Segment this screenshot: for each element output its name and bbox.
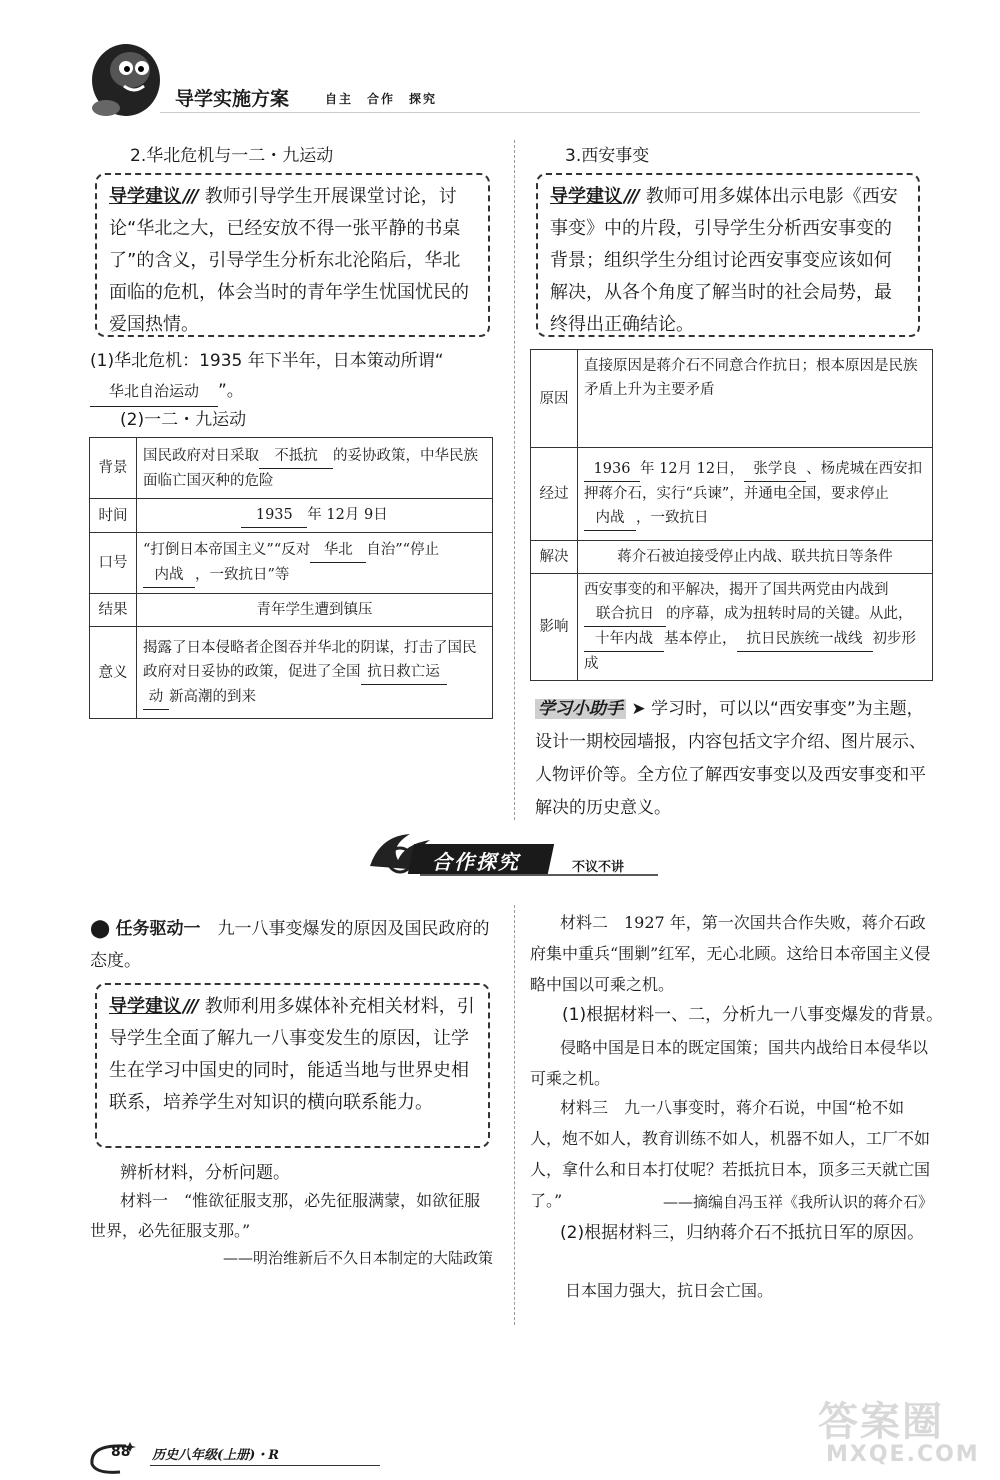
question-reason: (2)根据材料三，归纳蒋介石不抵抗日军的原因。 (560, 1223, 925, 1243)
material-three-source: ——摘编自冯玉祥《我所认识的蒋介石》 (662, 1193, 933, 1211)
q1-prefix: (1)华北危机：1935 年下半年，日本策动所谓“ (90, 351, 444, 371)
guide-advice-box (536, 173, 920, 337)
process-cell: 1936 年 12月 12日， 张学良 、杨虎城在西安扣押蒋介石，实行“兵谏”，并通电全国，要求停止内战 ，一致抗日 (578, 448, 933, 541)
page-number: 88 (111, 1444, 131, 1460)
question-1 (90, 346, 495, 407)
blank: 动 (143, 685, 169, 710)
row-label: 原因 (531, 350, 578, 448)
blank: 内战 (584, 506, 636, 531)
material-two: 材料二 1927 年，第一次国共合作失败，蒋介石政府集中重兵“围剿”红军，无心北顾。这给日本帝国主义侵略中国以可乘之机。 (530, 913, 931, 994)
row-label: 经过 (531, 448, 578, 541)
blank: 内战 (143, 563, 195, 588)
row-label: 意义 (90, 627, 137, 719)
guide-advice-box (95, 173, 490, 337)
slogan-cell: “打倒日本帝国主义”“反对 华北 自治”“停止内战 ，一致抗日”等 (137, 533, 493, 594)
column-divider-bottom (514, 905, 515, 1325)
mascot-logo (84, 38, 164, 122)
helper-arrow-icon: ➤ (626, 699, 652, 719)
blank: 1936 (584, 457, 640, 482)
section-title-xian: 3.西安事变 (565, 146, 650, 166)
banner-title: 合作探究 (432, 850, 520, 874)
helper-tag: 学习小助手 (535, 699, 626, 719)
helper-text: 学习时，可以以“西安事变”为主题，设计一期校园墙报，内容包括文字介绍、图片展示、人物评价等。全方位了解西安事变以及西安事变和平解决的历史意义。 (535, 699, 926, 818)
blank: 张学良 (744, 457, 806, 482)
question-bg: (1)根据材料一、二，分析九一八事变爆发的背景。 (562, 1005, 944, 1025)
section-title-north-china: 2.华北危机与一二・九运动 (130, 146, 334, 166)
advice-tag: 导学建议 (109, 996, 181, 1017)
row-label: 结果 (90, 594, 137, 627)
row-label: 解决 (531, 541, 578, 574)
blank: 1935 (241, 503, 307, 528)
row-label: 影响 (531, 574, 578, 681)
cause-cell: 直接原因是蒋介石不同意合作抗日；根本原因是民族矛盾上升为主要矛盾 (578, 350, 933, 448)
blank: 抗日民族统一战线 (737, 627, 873, 652)
task-text: 九一八事变爆发的原因及国民政府的态度。 (90, 919, 490, 971)
study-helper (535, 693, 935, 825)
advice-tag: 导学建议 (109, 186, 181, 207)
bg-cell: 国民政府对日采取 不抵抗 的妥协政策，中华民族面临亡国灭种的危险 (137, 438, 493, 499)
row-label: 时间 (90, 499, 137, 533)
blank: 十年内战 (584, 627, 664, 652)
column-divider (514, 140, 515, 820)
cooperation-banner (360, 826, 660, 882)
guide-advice-box (95, 983, 490, 1148)
answer-reason: 日本国力强大，抗日会亡国。 (565, 1281, 774, 1300)
xian-table (530, 349, 933, 681)
banner-subtitle: 不议不讲 (572, 860, 625, 875)
material-one-source: ——明治维新后不久日本制定的大陆政策 (222, 1249, 493, 1267)
task-one (90, 913, 495, 977)
material-one: 材料一 “惟欲征服支那，必先征服满蒙，如欲征服世界，必先征服支那。” (90, 1191, 481, 1240)
advice-slash: /// (183, 996, 197, 1017)
task-label: 任务驱动一 (115, 919, 201, 939)
result-cell: 青年学生遭到镇压 (137, 594, 493, 627)
advice-slash: /// (624, 186, 638, 207)
blank: 不抵抗 (259, 444, 333, 469)
impact-cell: 西安事变的和平解决，揭开了国共两党由内战到联合抗日 的序幕，成为扭转时局的关键。从此，十年内战 基本停止， 抗日民族统一战线 初步形成 (578, 574, 933, 681)
advice-slash: /// (183, 186, 197, 207)
answer-bg: 侵略中国是日本的既定国策；国共内战给日本侵华以可乘之机。 (530, 1038, 929, 1088)
advice-text: 教师引导学生开展课堂讨论，讨论“华北之大，已经安放不得一张平静的书桌了”的含义，引导学生分析东北沦陷后，华北面临的危机，体会当时的青年学生忧国忧民的爱国热情。 (109, 186, 469, 335)
question-2-title: (2)一二・九运动 (120, 410, 247, 430)
advice-tag: 导学建议 (550, 186, 622, 207)
meaning-cell: 揭露了日本侵略者企图吞并华北的阴谋，打击了国民政府对日妥协的政策，促进了全国 抗日救亡运 动 新高潮的到来 (137, 627, 493, 719)
header-rule (160, 112, 920, 113)
row-label: 口号 (90, 533, 137, 594)
advice-text: 教师可用多媒体出示电影《西安事变》中的片段，引导学生分析西安事变的背景；组织学生分组讨论西安事变应该如何解决，从各个角度了解当时的社会局势，最终得出正确结论。 (550, 186, 898, 335)
blank: 联合抗日 (584, 602, 666, 627)
dec9-table (89, 437, 493, 719)
blank: 抗日救亡运 (361, 660, 447, 685)
material-three: 材料三 九一八事变时，蒋介石说，中国“枪不如人，炮不如人，教育训练不如人，机器不如人，工厂不如人，拿什么和日本打仗呢？若抵抗日本，顶多三天就亡国了。” (530, 1098, 931, 1210)
q1-suffix: ”。 (218, 381, 244, 401)
time-cell: 1935 年 12月 9日 (137, 499, 493, 533)
footer-rule (150, 1465, 380, 1466)
analyze-intro: 辨析材料，分析问题。 (120, 1163, 290, 1183)
q1-answer: 华北自治运动 (90, 376, 218, 407)
solve-cell: 蒋介石被迫接受停止内战、联共抗日等条件 (578, 541, 933, 574)
advice-text: 教师利用多媒体补充相关材料，引导学生全面了解九一八事变发生的原因，让学生在学习中国史的同时，能适当地与世界史相联系，培养学生对知识的横向联系能力。 (109, 996, 475, 1113)
watermark-url: MXQE.COM (826, 1442, 980, 1467)
row-label: 背景 (90, 438, 137, 499)
location-pin-icon: ⬤ (90, 918, 111, 939)
watermark-text: 答案圈 (818, 1399, 944, 1445)
header-title: 导学实施方案 (175, 88, 290, 110)
blank: 华北 (310, 538, 366, 563)
header-subtitle: 自主 合作 探究 (325, 92, 438, 106)
footer-book: 历史八年级(上册)・R (152, 1448, 280, 1463)
